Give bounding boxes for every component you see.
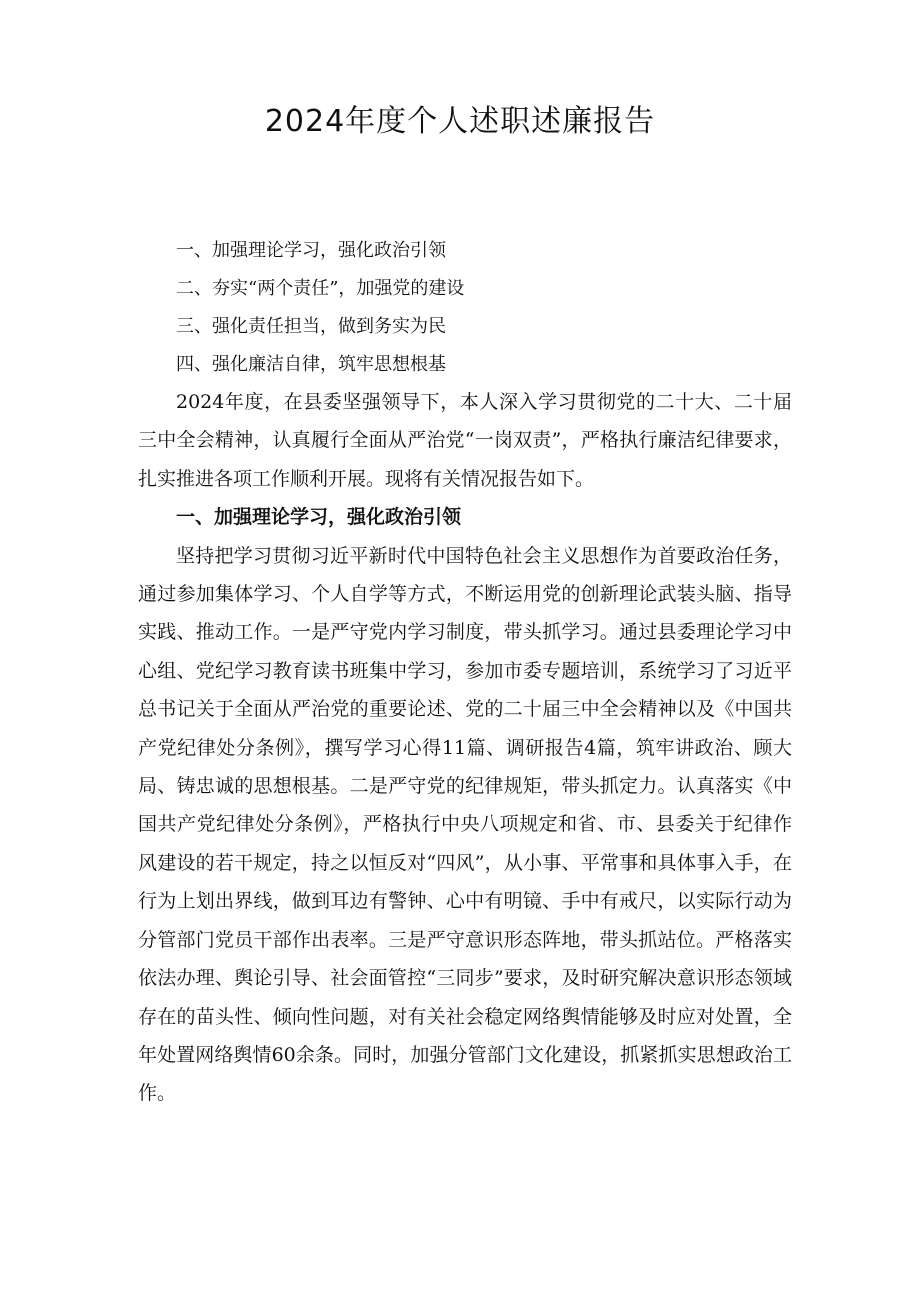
outline-item-1: 一、加强理论学习，强化政治引领 (176, 240, 446, 261)
document-title: 2024年度个人述职述廉报告 (264, 104, 656, 139)
section-1-paragraph: 坚持把学习贯彻习近平新时代中国特色社会主义思想作为首要政治任务，通过参加集体学习、个人自学等方式，不断运用党的创新理论武装头脑、指导实践、推动工作。一是严守党内学习制度，带头抓学习。通过县委理论学习中心组、党纪学习教育读书班集中学习，参加市委专题培训，系统学习了习近平总书记关于全面从严治党的重要论述、党的二十届三中全会精神以及《中国共产党纪律处分条例》，撰写学习心得11篇、调研报告4篇，筑牢讲政治、顾大局、铸忠诚的思想根基。二是严守党的纪律规矩，带头抓定力。认真落实《中国共产党纪律处分条例》，严格执行中央八项规定和省、市、县委关于纪律作风建设的若干规定，持之以恒反对“四风”，从小事、平常事和具体事入手，在行为上划出界线，做到耳边有警钟、心中有明镜、手中有戒尺，以实际行动为分管部门党员干部作出表率。三是严守意识形态阵地，带头抓站位。严格落实依法办理、舆论引导、社会面管控“三同步”要求，及时研究解决意识形态领域存在的苗头性、倾向性问题，对有关社会稳定网络舆情能够及时应对处置，全年处置网络舆情60余条。同时，加强分管部门文化建设，抓紧抓实思想政治工作。 (138, 544, 792, 1105)
outline-item-4: 四、强化廉洁自律，筑牢思想根基 (176, 354, 446, 375)
intro-paragraph: 2024年度，在县委坚强领导下，本人深入学习贯彻党的二十大、二十届三中全会精神，认真履行全面从严治党“一岗双责”，严格执行廉洁纪律要求，扎实推进各项工作顺利开展。现将有关情况报告如下。 (138, 391, 792, 490)
outline-item-2: 二、夯实“两个责任”，加强党的建设 (176, 278, 465, 299)
outline-item-3: 三、强化责任担当，做到务实为民 (176, 316, 446, 337)
document-body (138, 383, 792, 1113)
section-1-heading: 一、加强理论学习，强化政治引领 (176, 506, 462, 529)
outline-list (176, 232, 816, 384)
